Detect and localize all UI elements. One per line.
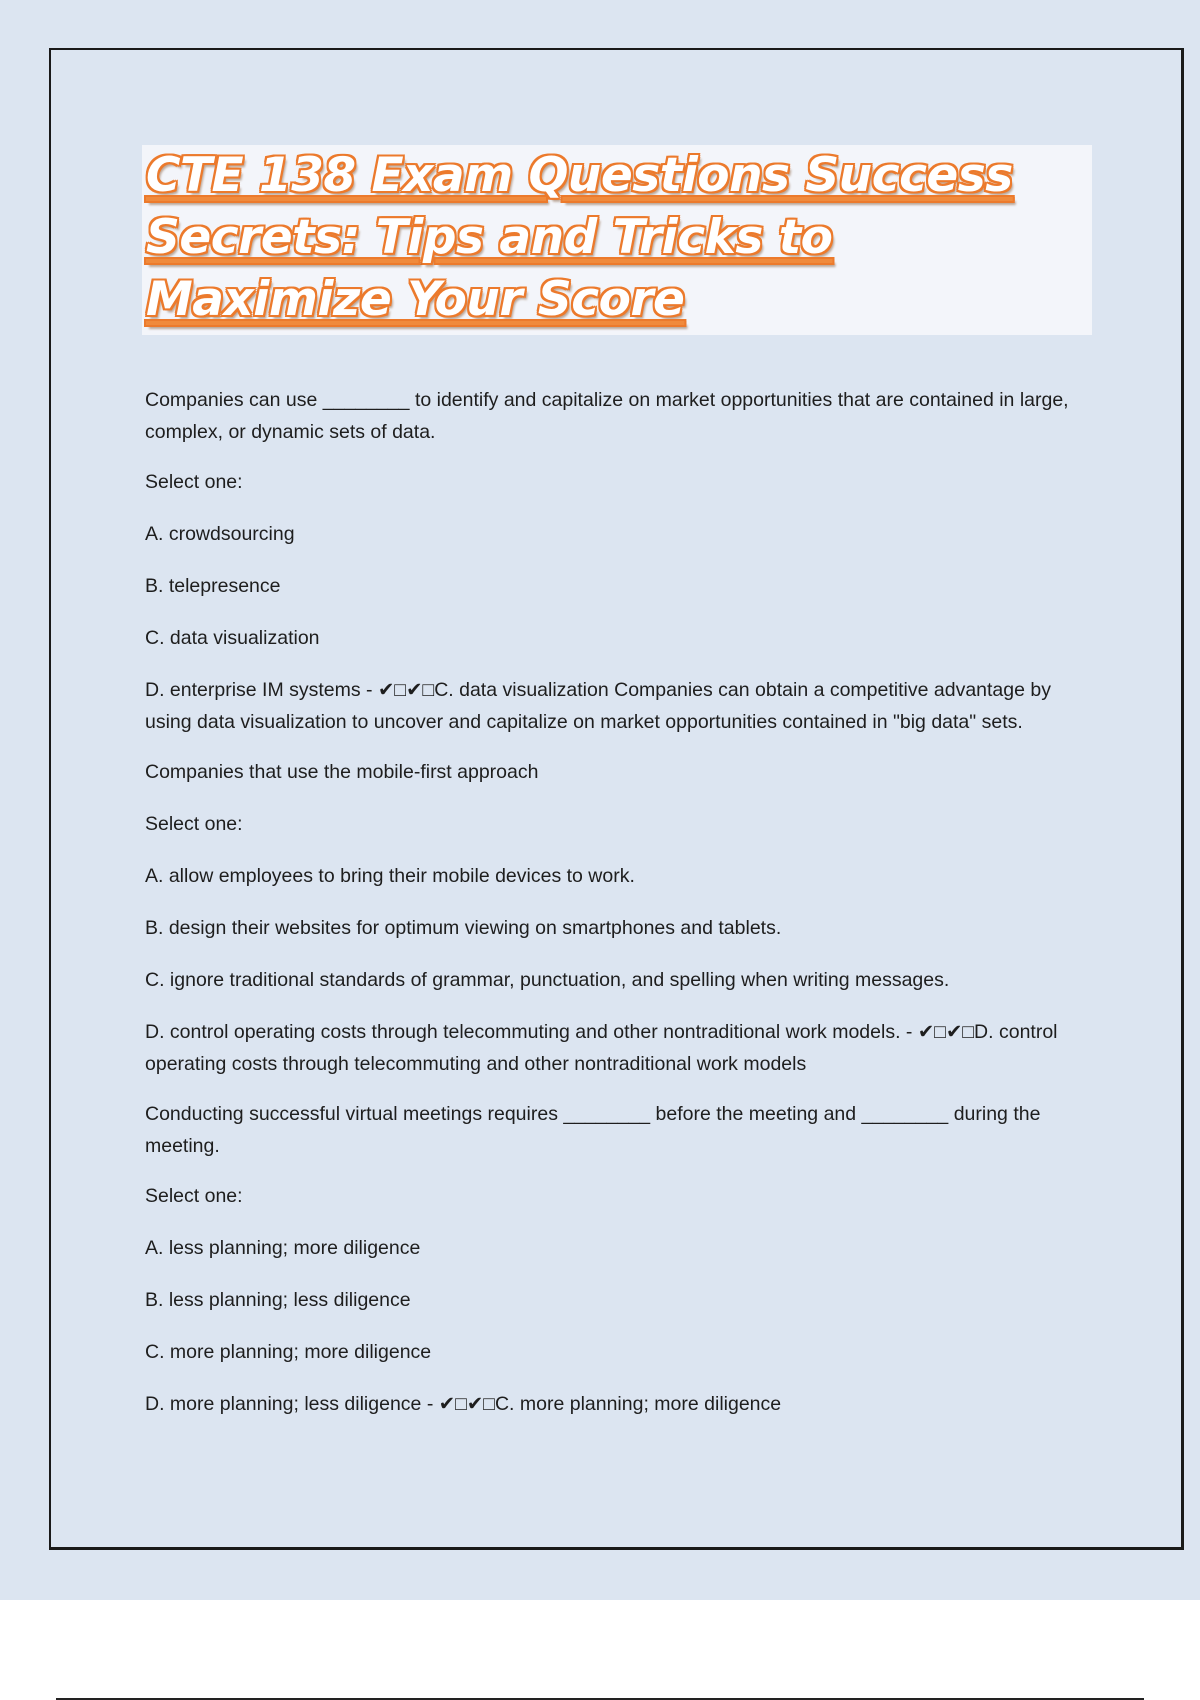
answer-option-with-key: D. control operating costs through telecommuting and other nontraditional work models. - ✔□✔□D. control operating costs through telecommuting and other nontraditional work models: [145, 1021, 1058, 1075]
answer-option: B. telepresence: [145, 575, 281, 597]
answer-option-with-key: D. more planning; less diligence - ✔□✔□C. more planning; more diligence: [145, 1393, 782, 1415]
answer-option: A. allow employees to bring their mobile devices to work.: [145, 865, 635, 887]
select-one-label: Select one:: [145, 471, 243, 493]
question-2-text: Companies that use the mobile-first approach: [145, 761, 539, 783]
answer-option: C. ignore traditional standards of grammar, punctuation, and spelling when writing messages.: [145, 969, 950, 991]
answer-option: B. design their websites for optimum viewing on smartphones and tablets.: [145, 917, 782, 939]
question-1-text: Companies can use ________ to identify and capitalize on market opportunities that are contained in large, complex, or dynamic sets of data.: [145, 389, 1069, 443]
question-content: [145, 384, 1090, 1440]
answer-option: A. less planning; more diligence: [145, 1237, 421, 1259]
answer-option-with-key: D. enterprise IM systems - ✔□✔□C. data visualization Companies can obtain a competitive advantage by using data visualization to uncover and capitalize on market opportunities contained in "big data" sets.: [145, 679, 1051, 733]
answer-option: A. crowdsourcing: [145, 523, 295, 545]
question-3-text: Conducting successful virtual meetings requires ________ before the meeting and ________ during the meeting.: [145, 1103, 1041, 1157]
select-one-label: Select one:: [145, 1185, 243, 1207]
answer-option: C. more planning; more diligence: [145, 1341, 432, 1363]
select-one-label: Select one:: [145, 813, 243, 835]
answer-option: C. data visualization: [145, 627, 320, 649]
document-title: CTE 138 Exam Questions Success Secrets: Tips and Tricks to Maximize Your Score: [146, 148, 1013, 327]
answer-option: B. less planning; less diligence: [145, 1289, 411, 1311]
